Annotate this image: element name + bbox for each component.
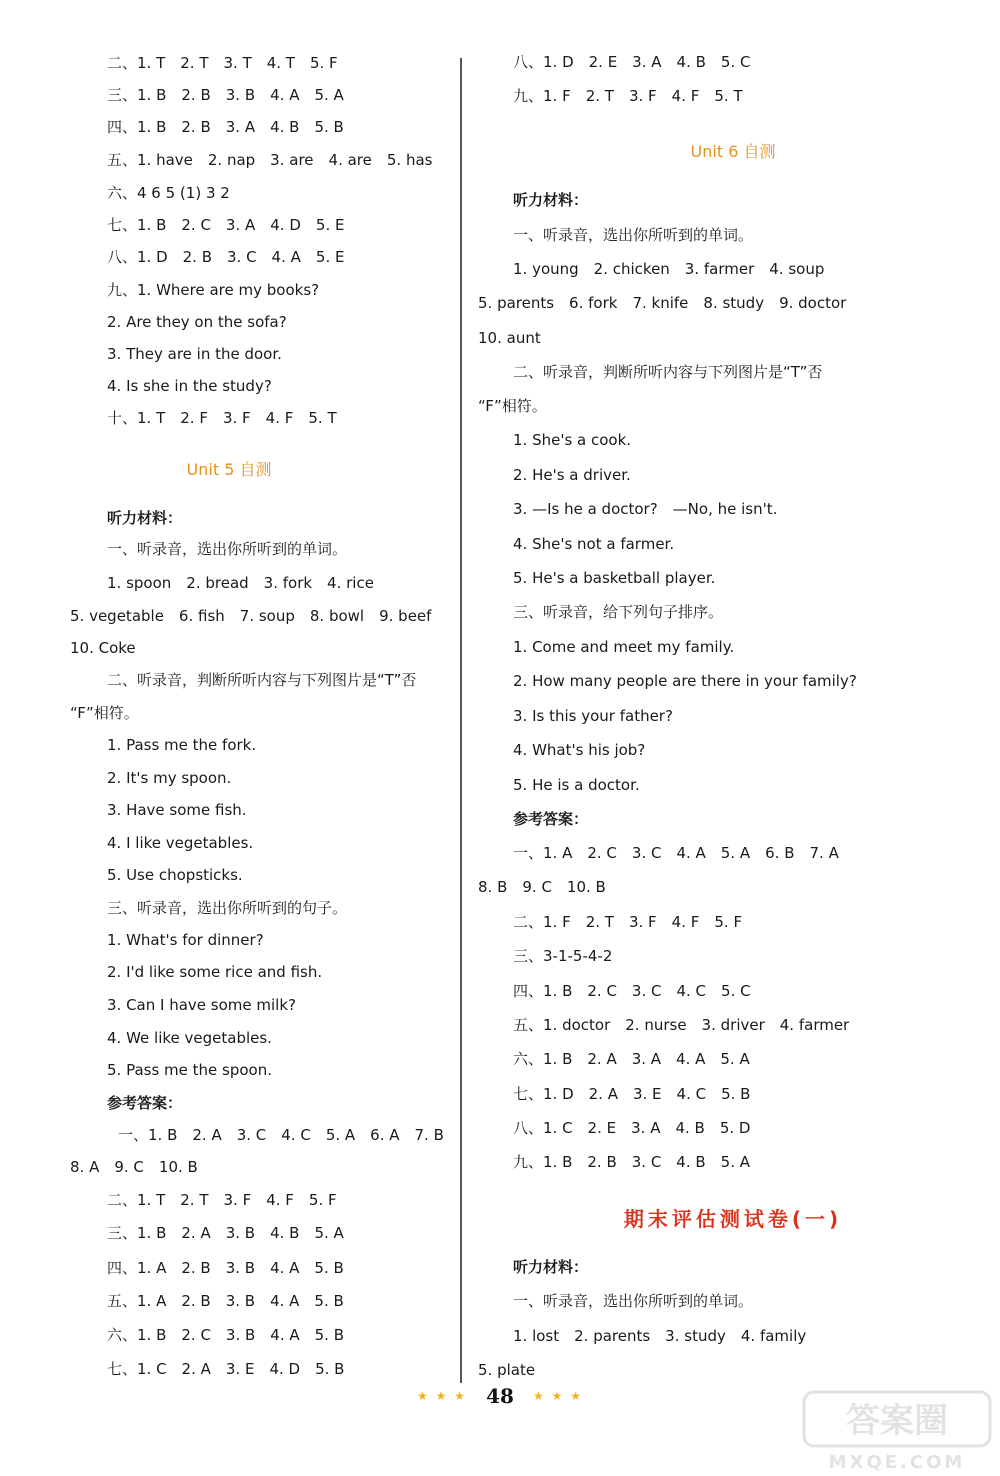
answer-line: 3. —Is he a doctor? —No, he isn't. [513,500,778,518]
answer-line: 5. He is a doctor. [513,776,640,794]
answer-line: 二、听录音，判断所听内容与下列图片是“T”否 [107,671,417,689]
answer-line: 六、1. B 2. C 3. B 4. A 5. B [107,1326,345,1344]
answer-line: 三、1. B 2. A 3. B 4. B 5. A [107,1224,344,1242]
answer-line: 5. Use chopsticks. [107,866,243,884]
answer-line: 4. Is she in the study? [107,377,272,395]
answer-line: 5. He's a basketball player. [513,569,716,587]
answer-line: 二、1. T 2. T 3. T 4. T 5. F [107,54,338,72]
answer-line: 10. Coke [70,639,136,657]
answer-line: 九、1. F 2. T 3. F 4. F 5. T [513,87,743,105]
answer-line: 一、1. B 2. A 3. C 4. C 5. A 6. A 7. B [118,1126,444,1144]
footer-stars-left: ★ ★ ★ [417,1389,467,1403]
answer-line: 1. Pass me the fork. [107,736,257,754]
answer-line: 八、1. D 2. B 3. C 4. A 5. E [107,248,345,266]
answer-line: 五、1. doctor 2. nurse 3. driver 4. farmer [513,1016,850,1034]
answer-line: 3. They are in the door. [107,345,282,363]
subsection-label: 参考答案： [107,1094,183,1112]
answer-line: 5. vegetable 6. fish 7. soup 8. bowl 9. beef [70,607,432,625]
answer-line: 4. I like vegetables. [107,834,254,852]
answer-line: 三、听录音，给下列句子排序。 [513,603,724,621]
answer-line: 一、听录音，选出你所听到的单词。 [107,540,348,558]
column-divider [460,58,462,1383]
answer-line: 六、1. B 2. A 3. A 4. A 5. A [513,1050,750,1068]
answer-line: 四、1. B 2. C 3. C 4. C 5. C [513,982,751,1000]
answer-line: 4. We like vegetables. [107,1029,272,1047]
answer-line: 8. B 9. C 10. B [478,878,606,896]
answer-line: 七、1. D 2. A 3. E 4. C 5. B [513,1085,751,1103]
answer-line: 3. Can I have some milk? [107,996,296,1014]
subsection-label: 听力材料： [107,509,183,527]
answer-line: 九、1. B 2. B 3. C 4. B 5. A [513,1153,751,1171]
svg-text:MXQE.COM: MXQE.COM [828,1452,966,1473]
answer-line: 五、1. A 2. B 3. B 4. A 5. B [107,1292,344,1310]
answer-line: 2. Are they on the sofa? [107,313,287,331]
answer-line: 3. Have some fish. [107,801,247,819]
answer-line: 10. aunt [478,329,541,347]
answer-line: 六、4 6 5 (1) 3 2 [107,184,230,202]
answer-line: 2. It's my spoon. [107,769,232,787]
answer-line: 七、1. B 2. C 3. A 4. D 5. E [107,216,345,234]
answer-line: 3. Is this your father? [513,707,673,725]
answer-line: 五、1. have 2. nap 3. are 4. are 5. has [107,151,433,169]
answer-line: 一、听录音，选出你所听到的单词。 [513,1292,754,1310]
answer-line: “F”相符。 [70,704,139,722]
answer-line: 4. What's his job? [513,741,646,759]
footer-stars-right: ★ ★ ★ [533,1389,583,1403]
answer-line: 三、3-1-5-4-2 [513,947,613,965]
subsection-label: 参考答案： [513,810,589,828]
answer-line: 1. Come and meet my family. [513,638,735,656]
answer-line: 十、1. T 2. F 3. F 4. F 5. T [107,409,337,427]
answer-line: 四、1. A 2. B 3. B 4. A 5. B [107,1259,344,1277]
answer-line: 5. parents 6. fork 7. knife 8. study 9. doctor [478,294,847,312]
answer-line: 一、1. A 2. C 3. C 4. A 5. A 6. B 7. A [513,844,839,862]
answer-line: 4. She's not a farmer. [513,535,675,553]
answer-line: 二、1. F 2. T 3. F 4. F 5. F [513,913,743,931]
answer-line: 1. She's a cook. [513,431,632,449]
subsection-label: 听力材料： [513,191,589,209]
answer-line: 2. How many people are there in your family? [513,672,857,690]
subsection-label: 听力材料： [513,1258,589,1276]
answer-line: 八、1. D 2. E 3. A 4. B 5. C [513,53,751,71]
page-number: 48 [486,1384,514,1408]
answer-line: 一、听录音，选出你所听到的单词。 [513,226,754,244]
answer-line: 1. young 2. chicken 3. farmer 4. soup [513,260,825,278]
svg-text:答案圈: 答案圈 [846,1401,948,1441]
answer-line: 1. What's for dinner? [107,931,264,949]
answer-line: 5. plate [478,1361,536,1379]
answer-line: 8. A 9. C 10. B [70,1158,198,1176]
answer-line: “F”相符。 [478,397,547,415]
watermark-logo [800,1390,996,1474]
answer-line: 四、1. B 2. B 3. A 4. B 5. B [107,118,344,136]
answer-line: 九、1. Where are my books? [107,281,320,299]
answer-line: 三、1. B 2. B 3. B 4. A 5. A [107,86,344,104]
section-heading: 期末评估测试卷(一) [623,1207,843,1231]
section-heading: Unit 5 自测 [186,460,272,479]
answer-line: 二、1. T 2. T 3. F 4. F 5. F [107,1191,337,1209]
answer-line: 二、听录音，判断所听内容与下列图片是“T”否 [513,363,823,381]
answer-line: 2. I'd like some rice and fish. [107,963,323,981]
answer-line: 八、1. C 2. E 3. A 4. B 5. D [513,1119,751,1137]
section-heading: Unit 6 自测 [690,142,776,161]
answer-line: 1. lost 2. parents 3. study 4. family [513,1327,807,1345]
answer-line: 5. Pass me the spoon. [107,1061,272,1079]
answer-line: 三、听录音，选出你所听到的句子。 [107,899,348,917]
answer-line: 2. He's a driver. [513,466,631,484]
answer-line: 七、1. C 2. A 3. E 4. D 5. B [107,1360,345,1378]
answer-line: 1. spoon 2. bread 3. fork 4. rice [107,574,374,592]
